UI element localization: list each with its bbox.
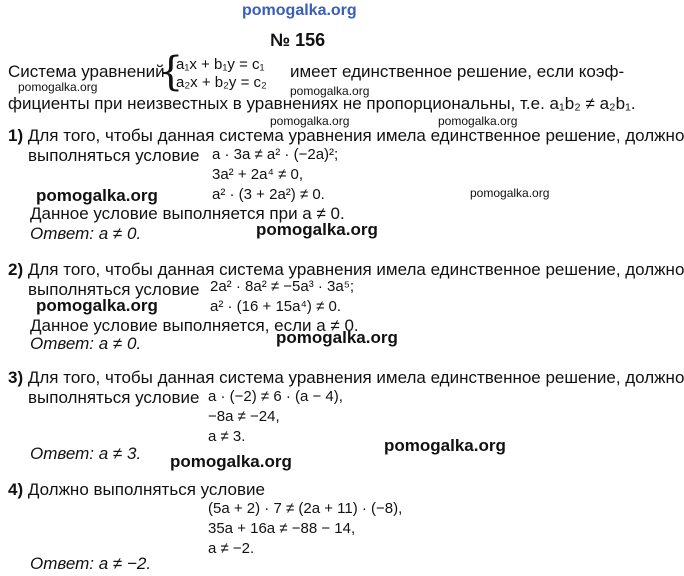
item-note: Данное условие выполняется, если a ≠ 0. (30, 316, 359, 335)
system-eq1: a₁x + b₁y = c₁ (176, 56, 265, 73)
item-number: 2) (8, 260, 24, 279)
item-note: Данное условие выполняется при a ≠ 0. (30, 204, 345, 223)
watermark: pomogalka.org (270, 114, 350, 128)
watermark: pomogalka.org (256, 220, 378, 239)
watermark: pomogalka.org (36, 296, 158, 315)
math-line: 2a² · 8a² ≠ −5a³ · 3a⁵; (210, 278, 355, 295)
math-line: a ≠ −2. (208, 540, 255, 557)
item-number: 4) (8, 480, 24, 499)
math-line: 3a² + 2a⁴ ≠ 0, (212, 166, 303, 183)
item-number: 3) (8, 368, 24, 387)
intro-line2: фициенты при неизвестных в уравнениях не пропорциональны, т.е. a₁b₂ ≠ a₂b₁. (8, 94, 636, 113)
item-text: Для того, чтобы данная система уравнения имела единственное решение, должно (27, 126, 684, 145)
item-text: выполняться условие (28, 388, 200, 407)
intro-suffix: имеет единственное решение, если коэф- (290, 62, 625, 81)
math-line: 35a + 16a ≠ −88 − 14, (208, 520, 356, 537)
watermark: pomogalka.org (170, 452, 292, 471)
math-line: (5a + 2) · 7 ≠ (2a + 11) · (−8), (208, 500, 403, 517)
intro-prefix: Система уравнений (8, 62, 165, 81)
system-eq2: a₂x + b₂y = c₂ (176, 74, 267, 91)
problem-number: № 156 (270, 30, 326, 50)
watermark: pomogalka.org (384, 436, 506, 455)
item-2 (8, 260, 684, 280)
watermark: pomogalka.org (290, 84, 370, 98)
watermark: pomogalka.org (438, 114, 518, 128)
item-4 (8, 480, 265, 500)
item-text: выполняться условие (28, 146, 200, 165)
math-line: a · (−2) ≠ 6 · (a − 4), (208, 388, 343, 405)
answer: Ответ: a ≠ 0. (30, 224, 142, 243)
item-text: Для того, чтобы данная система уравнения имела единственное решение, должно (27, 260, 684, 279)
math-line: a² · (16 + 15a⁴) ≠ 0. (210, 298, 341, 315)
answer: Ответ: a ≠ 0. (30, 334, 142, 353)
item-text: Должно выполняться условие (27, 480, 265, 499)
watermark: pomogalka.org (36, 186, 158, 205)
answer: Ответ: a ≠ 3. (30, 444, 142, 463)
item-number: 1) (8, 126, 24, 145)
item-text: выполняться условие (28, 280, 200, 299)
watermark: pomogalka.org (470, 186, 550, 200)
math-line: a² · (3 + 2a²) ≠ 0. (212, 186, 325, 203)
answer: Ответ: a ≠ −2. (30, 554, 152, 573)
system-brace: { (158, 49, 184, 95)
item-1 (8, 126, 684, 146)
item-3 (8, 368, 684, 388)
watermark: pomogalka.org (276, 328, 398, 347)
math-line: a · 3a ≠ a² · (−2a)²; (212, 146, 339, 163)
item-text: Для того, чтобы данная система уравнения имела единственное решение, должно (27, 368, 684, 387)
watermark-top: pomogalka.org (242, 2, 357, 19)
watermark: pomogalka.org (18, 80, 98, 94)
math-line: a ≠ 3. (208, 428, 246, 445)
math-line: −8a ≠ −24, (208, 408, 280, 425)
